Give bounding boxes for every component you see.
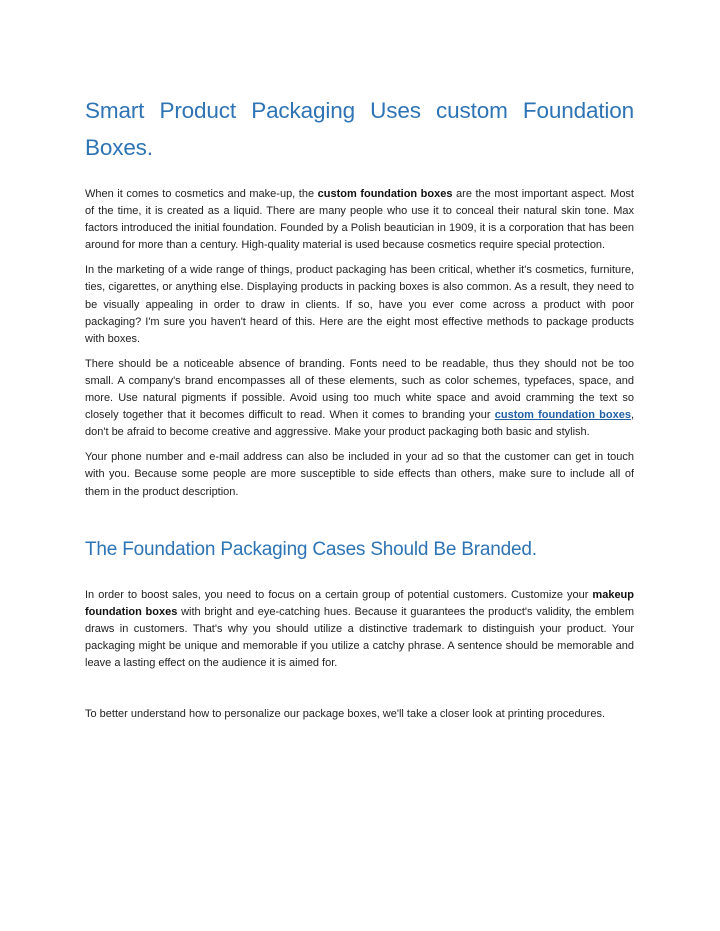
paragraph-marketing: In the marketing of a wide range of things, product packaging has been critical, whether it's cosmetics, furniture, ties, cigarettes, or anything else. Displaying products in packing boxes is also common. As a result, they need to be visually appealing in order to draw in clients. If so, have you ever come across a product with poor packaging? I'm sure you haven't heard of this. Here are the eight most effective methods to package products with boxes. bbox=[85, 264, 634, 345]
paragraph-branding-text-start: There should be a noticeable absence of branding. Fonts need to be readable, thus they should not be too small. A company's brand encompasses all of these elements, such as color schemes, typefaces, space, and more. Use natural pigments if possible. Avoid using too much white space and avoid cramming the text so closely together that it becomes difficult to read. When it comes to branding your bbox=[85, 357, 634, 422]
document-body bbox=[85, 92, 634, 731]
custom-foundation-boxes-link[interactable]: custom foundation boxes bbox=[494, 409, 631, 422]
keyword-custom-foundation-boxes: custom foundation boxes bbox=[317, 188, 453, 200]
paragraph-contact: Your phone number and e-mail address can also be included in your ad so that the customer can get in touch with you. Because some people are more susceptible to side effects than others, make sure to include all of them in the product description. bbox=[85, 451, 634, 498]
paragraph-sales-text-end: with bright and eye-catching hues. Because it guarantees the product's validity, the emblem draws in customers. That's why you should utilize a distinctive trademark to distinguish your product. Your packaging might be unique and memorable if you utilize a catchy phrase. A sentence should be memorable and leave a lasting effect on the audience it is aimed for. bbox=[85, 605, 634, 669]
paragraph-sales bbox=[85, 587, 634, 672]
paragraph-branding-text-end: , don't be afraid to become creative and aggressive. Make your product packaging both basic and stylish. bbox=[85, 409, 634, 439]
page-title: Smart Product Packaging Uses custom Foundation Boxes. bbox=[85, 98, 634, 160]
paragraph-intro bbox=[85, 186, 634, 254]
paragraph-sales-text-start: In order to boost sales, you need to focus on a certain group of potential customers. Customize your bbox=[85, 588, 593, 601]
paragraph-printing: To better understand how to personalize our package boxes, we'll take a closer look at printing procedures. bbox=[85, 708, 606, 721]
paragraph-intro-text-end: are the most important aspect. Most of the time, it is created as a liquid. There are many people who use it to conceal their natural skin tone. Max factors introduced the initial foundation. Founded by a Polish beautician in 1909, it is a corporation that has been around for more than a century. High-quality material is used because cosmetics require special protection. bbox=[85, 188, 634, 252]
section-heading: The Foundation Packaging Cases Should Be Branded. bbox=[85, 538, 537, 560]
paragraph-intro-text-start: When it comes to cosmetics and make-up, the bbox=[85, 188, 318, 200]
paragraph-branding bbox=[85, 356, 634, 441]
keyword-makeup-foundation-boxes: makeup foundation boxes bbox=[85, 588, 634, 618]
